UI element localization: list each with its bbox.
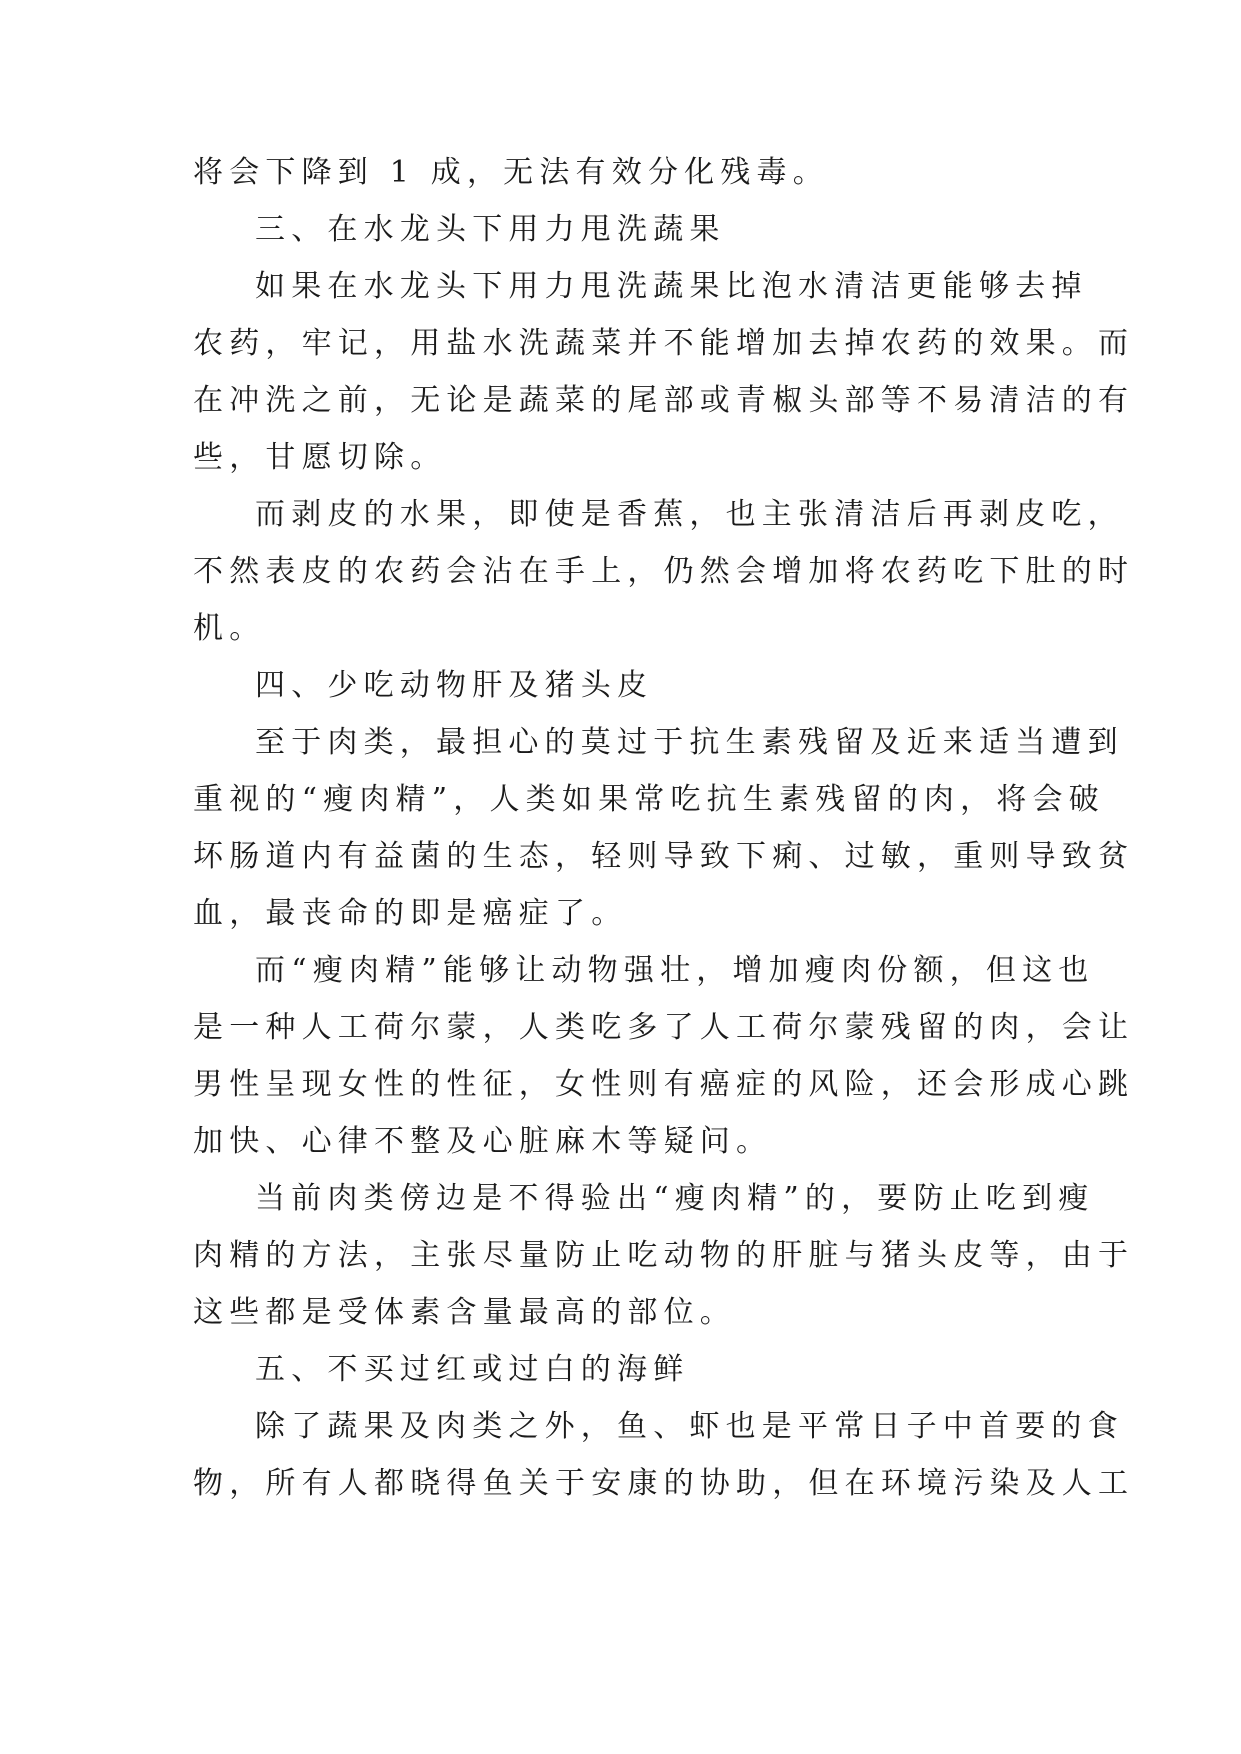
text-line: 如果在水龙头下用力甩洗蔬果比泡水清洁更能够去掉: [255, 269, 1088, 304]
text-line: 农药，牢记，用盐水洗蔬菜并不能增加去掉农药的效果。而: [193, 326, 1135, 361]
text-line: 血，最丧命的即是癌症了。: [193, 896, 628, 931]
text-line: 而“瘦肉精”能够让动物强壮，增加瘦肉份额，但这也: [255, 953, 1095, 988]
text-line: 男性呈现女性的性征，女性则有癌症的风险，还会形成心跳: [193, 1067, 1135, 1102]
text-line: 将会下降到 1 成，无法有效分化残毒。: [193, 155, 829, 190]
text-line: 物，所有人都晓得鱼关于安康的协助，但在环境污染及人工: [193, 1466, 1135, 1501]
text-line: 在冲洗之前，无论是蔬菜的尾部或青椒头部等不易清洁的有: [193, 383, 1135, 418]
text-line: 当前肉类傍边是不得验出“瘦肉精”的，要防止吃到瘦: [255, 1181, 1095, 1216]
section-heading: 四、少吃动物肝及猪头皮: [255, 668, 654, 703]
text-line: 不然表皮的农药会沾在手上，仍然会增加将农药吃下肚的时: [193, 554, 1135, 589]
text-line: 重视的“瘦肉精”，人类如果常吃抗生素残留的肉，将会破: [193, 782, 1105, 817]
text-line: 是一种人工荷尔蒙，人类吃多了人工荷尔蒙残留的肉，会让: [193, 1010, 1135, 1045]
text-line: 至于肉类，最担心的莫过于抗生素残留及近来适当遭到: [255, 725, 1124, 760]
section-heading: 五、不买过红或过白的海鲜: [255, 1352, 690, 1387]
text-line: 肉精的方法，主张尽量防止吃动物的肝脏与猪头皮等，由于: [193, 1238, 1135, 1273]
text-line: 坏肠道内有益菌的生态，轻则导致下痢、过敏，重则导致贫: [193, 839, 1135, 874]
text-line: 机。: [193, 611, 266, 646]
section-heading: 三、在水龙头下用力甩洗蔬果: [255, 212, 726, 247]
text-line: 而剥皮的水果，即使是香蕉，也主张清洁后再剥皮吃，: [255, 497, 1124, 532]
text-line: 些，甘愿切除。: [193, 440, 447, 475]
text-line: 除了蔬果及肉类之外，鱼、虾也是平常日子中首要的食: [255, 1409, 1124, 1444]
text-line: 这些都是受体素含量最高的部位。: [193, 1295, 736, 1330]
text-line: 加快、心律不整及心脏麻木等疑问。: [193, 1124, 773, 1159]
